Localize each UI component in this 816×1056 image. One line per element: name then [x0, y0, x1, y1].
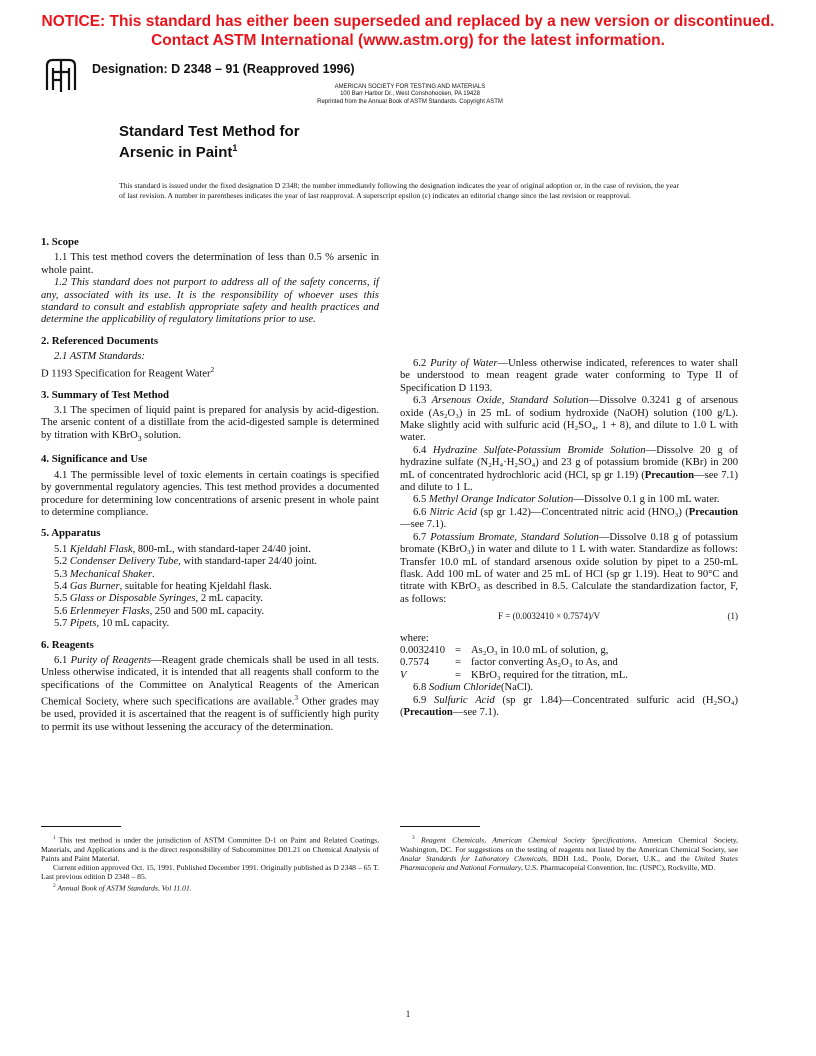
list-item: 5.1 Kjeldahl Flask, 800-mL, with standard-taper 24/40 joint. [54, 543, 311, 555]
notice-line-1: NOTICE: This standard has either been superseded and replaced by a new version or discontinued. [41, 13, 775, 30]
paragraph: 6.5 Methyl Orange Indicator Solution—Dissolve 0.1 g in 100 mL water. [413, 494, 720, 506]
list-item: 5.3 Mechanical Shaker. [54, 568, 155, 580]
footnote-1-continued: Current edition approved Oct. 15, 1991. Published December 1991. Originally published as D 2348 – 65 T. Last previous edition D 2348 – 85. [41, 863, 379, 882]
right-column [400, 226, 738, 719]
section-heading: 1. Scope [41, 236, 79, 248]
paragraph: 6.9 Sulfuric Acid (sp gr 1.84)—Concentrated sulfuric acid (H₂SO₄) (Precaution—see 7.1). [400, 694, 738, 718]
where-row: 0.7574 = factor converting As₂O₃ to As, and [400, 657, 618, 669]
left-column [41, 236, 379, 734]
section-heading: 3. Summary of Test Method [41, 388, 170, 401]
footnote-1: $^1$ This test method is under the jurisdiction of ASTM Committee D-1 on Paint and Related Coatings, Materials, and Applications and is the direct responsibility of Subcommittee D01.21 on Chemical Analysis of Paints and Paint Material. [41, 835, 379, 863]
list-item: 5.4 Gas Burner, suitable for heating Kjeldahl flask. [54, 580, 272, 592]
paragraph-safety: 1.2 This standard does not purport to address all of the safety concerns, if any, associated with its use. It is the responsibility of whoever uses this standard to consult and establish appropriate safety and health practices and determine the applicability of regulatory limitations prior to use. [41, 277, 379, 326]
preamble: This standard is issued under the fixed designation D 2348; the number immediately following the designation indicates the year of original adoption or, in the case of revision, the year of last revision. A number in parentheses indicates the year of last reapproval. A superscript epsilon (ε) indicates an editorial change since the last revision or reapproval. [119, 181, 679, 200]
list-item: 5.7 Pipets, 10 mL capacity. [54, 618, 170, 630]
footnote-3: $^3$ Reagent Chemicals, American Chemical Society Specifications, American Chemical Society, Washington, DC. For suggestions on the testing of reagents not listed by the American Chemical Society, see Analar Standards for Laboratory Chemicals, BDH Ltd., Poole, Dorset, U.K., and the United States Pharmacopeia and National Formulary, U.S. Pharmacopeial Convention, Inc. (USPC), Rockville, MD. [400, 835, 738, 873]
equation-number: (1) [727, 611, 738, 622]
notice-line-2: Contact ASTM International (www.astm.org) for the latest information. [151, 32, 665, 49]
footnote-divider [400, 826, 480, 827]
paragraph: 6.3 Arsenous Oxide, Standard Solution—Dissolve 0.3241 g of arsenous oxide (As₂O₃) in 25 mL of sodium hydroxide (NaOH) solution (100 g/L). Make slightly acid with sulfuric acid (H₂SO₄, 1 + 8), and dilute to 1.0 L with water. [400, 395, 739, 444]
document-title [119, 123, 300, 161]
where-row: 0.0032410 = As₂O₃ in 10.0 mL of solution, g, [400, 644, 609, 656]
footnotes-right [400, 834, 738, 872]
paragraph: 6.6 Nitric Acid (sp gr 1.42)—Concentrated nitric acid (HNO₃) (Precaution—see 7.1). [400, 506, 738, 531]
footnote-divider [41, 826, 121, 827]
section-heading: 4. Significance and Use [41, 453, 148, 466]
equation-text: F = (0.0032410 × 0.7574)/V [498, 611, 601, 622]
footnotes-left [41, 834, 379, 892]
paragraph: 6.2 Purity of Water—Unless otherwise indicated, references to water shall be understood to mean reagent grade water conforming to Type II of Specification D 1193. [400, 358, 738, 394]
astm-logo-icon [41, 56, 81, 96]
paragraph: 2.1 ASTM Standards: [54, 351, 145, 363]
list-item: 5.2 Condenser Delivery Tube, with standard-taper 24/40 joint. [54, 556, 318, 568]
title-line-1: Standard Test Method for [119, 123, 300, 140]
list-item: 5.6 Erlenmeyer Flasks, 250 and 500 mL capacity. [54, 605, 265, 617]
paragraph: 6.4 Hydrazine Sulfate-Potassium Bromide Solution—Dissolve 20 g of hydrazine sulfate (N₂H₄·H₂SO₄) and 23 g of potassium bromide (KBr) in 200 mL of concentrated hydrochloric acid (HCl, sp gr 1.19) (Precaution—see 7.1) and dilute to 1 L. [400, 444, 739, 494]
paragraph: 1.1 This test method covers the determination of less than 0.5 % arsenic in whole paint. [41, 252, 379, 276]
list-item: 5.5 Glass or Disposable Syringes, 2 mL capacity. [54, 593, 264, 605]
paragraph: 3.1 The specimen of liquid paint is prepared for analysis by acid-digestion. The arsenic content of a distillate from the acid-digested sample is determined by titration with KBrO$_3$ solution. [41, 405, 379, 443]
paragraph: 6.1 Purity of Reagents—Reagent grade chemicals shall be used in all tests. Unless otherwise indicated, it is intended that all reagents shall conform to the specifications of the Committee on Analytical Reagents of the American Chemical Society, where such specifications are available.$^3$ Other grades may be used, provided it is ascertained that the reagent is of sufficiently high purity to permit its use without lessening the accuracy of the determination. [41, 655, 379, 733]
section-heading: 5. Apparatus [41, 527, 101, 540]
publisher-block [260, 84, 560, 106]
paragraph: 4.1 The permissible level of toxic elements in certain coatings is specified by governmental regulatory agencies. This test method provides a documented procedure for determining low concentrations of arsenic present in whole paint to determine compliance. [41, 469, 379, 518]
publisher-address: 100 Barr Harbor Dr., West Conshohocken, PA 19428 [340, 91, 480, 98]
footnote-2: $^2$ Annual Book of ASTM Standards, Vol 11.01. [53, 882, 192, 893]
page-number: 1 [405, 1009, 411, 1019]
notice-banner [0, 12, 816, 50]
equation [400, 610, 738, 622]
section-heading: 2. Referenced Documents [41, 334, 159, 347]
where-label: where: [400, 632, 429, 644]
publisher-name: AMERICAN SOCIETY FOR TESTING AND MATERIALS [334, 84, 486, 90]
paragraph: 6.8 Sodium Chloride(NaCl). [413, 682, 534, 694]
paragraph: 6.7 Potassium Bromate, Standard Solution—Dissolve 0.18 g of potassium bromate (KBrO₃) in water and dilute to 1 L with water. Standardize as follows: Transfer 10.0 mL of standard arsenous oxide solution by pipet to a 250-mL flask. Add 100 mL of water and 25 mL of HCl (sp gr 1.19). Heat to 90°C and titrate with KBrO₃ as described in 8.5. Calculate the standardization factor, F, as follows: [400, 531, 738, 605]
where-row: V = KBrO₃ required for the titration, mL. [400, 669, 628, 681]
section-heading: 6. Reagents [41, 638, 94, 651]
title-line-2: Arsenic in Paint [119, 144, 233, 161]
reprint-notice: Reprinted from the Annual Book of ASTM Standards. Copyright ASTM [317, 98, 503, 105]
designation: Designation: D 2348 – 91 (Reapproved 1996) [92, 62, 355, 76]
referenced-doc: D 1193 Specification for Reagent Water$^2$ [41, 364, 215, 380]
title-footnote-mark: 1 [232, 143, 238, 153]
